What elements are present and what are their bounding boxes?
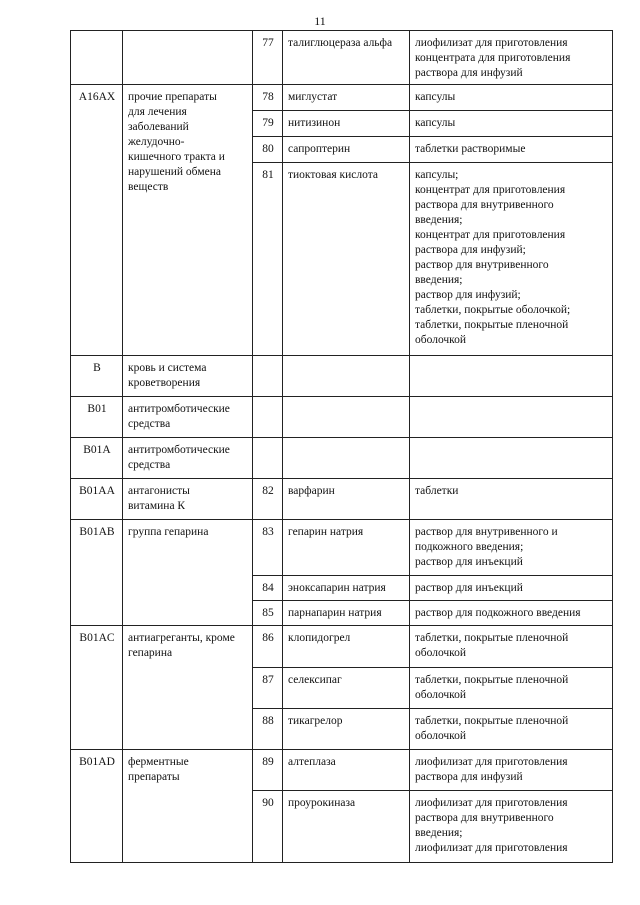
- drug-name-cell: нитизинон: [283, 111, 410, 137]
- table-row: [71, 479, 613, 520]
- drug-name-cell: [283, 438, 410, 479]
- drug-name-cell: эноксапарин натрия: [283, 576, 410, 601]
- atc-group-name-cell: антитромботические средства: [123, 397, 253, 438]
- atc-group-name-cell: ферментные препараты: [123, 750, 253, 863]
- drug-name-cell: клопидогрел: [283, 626, 410, 668]
- row-number-cell: 90: [253, 791, 283, 863]
- row-number-cell: 82: [253, 479, 283, 520]
- atc-code-cell: B01AD: [71, 750, 123, 863]
- row-number-cell: 84: [253, 576, 283, 601]
- row-number-cell: 85: [253, 601, 283, 626]
- dosage-form-cell: таблетки: [410, 479, 613, 520]
- table-row: [71, 750, 613, 791]
- dosage-form-cell: капсулы: [410, 111, 613, 137]
- dosage-form-cell: капсулы: [410, 85, 613, 111]
- page-number: 11: [314, 14, 326, 28]
- row-number-cell: [253, 397, 283, 438]
- drug-name-cell: [283, 356, 410, 397]
- dosage-form-cell: раствор для внутривенного и подкожного введения; раствор для инъекций: [410, 520, 613, 576]
- dosage-form-cell: лиофилизат для приготовления раствора для инфузий: [410, 750, 613, 791]
- drug-name-cell: варфарин: [283, 479, 410, 520]
- drug-name-cell: миглустат: [283, 85, 410, 111]
- atc-code-cell: B01AB: [71, 520, 123, 626]
- dosage-form-cell: капсулы; концентрат для приготовления раствора для внутривенного введения; концентрат для приготовления раствора для инфузий; раствор для внутривенного введения; раствор для инфузий; таблетки, покрытые оболочкой; таблетки, покрытые пленочной оболочкой: [410, 163, 613, 356]
- atc-code-cell: B01: [71, 397, 123, 438]
- dosage-form-cell: таблетки, покрытые пленочной оболочкой: [410, 709, 613, 750]
- row-number-cell: 87: [253, 668, 283, 709]
- row-number-cell: 83: [253, 520, 283, 576]
- atc-code-cell: B01AA: [71, 479, 123, 520]
- table-row: [71, 397, 613, 438]
- dosage-form-cell: таблетки растворимые: [410, 137, 613, 163]
- table-row: [71, 520, 613, 576]
- row-number-cell: 77: [253, 31, 283, 85]
- dosage-form-cell: лиофилизат для приготовления концентрата для приготовления раствора для инфузий: [410, 31, 613, 85]
- table-row: [71, 31, 613, 85]
- dosage-form-cell: [410, 397, 613, 438]
- atc-code-cell: B01A: [71, 438, 123, 479]
- dosage-form-cell: раствор для инъекций: [410, 576, 613, 601]
- row-number-cell: 88: [253, 709, 283, 750]
- dosage-form-cell: лиофилизат для приготовления раствора для внутривенного введения; лиофилизат для приготовления: [410, 791, 613, 863]
- row-number-cell: [253, 356, 283, 397]
- table-row: [71, 626, 613, 668]
- dosage-form-cell: [410, 356, 613, 397]
- drug-name-cell: алтеплаза: [283, 750, 410, 791]
- drug-name-cell: сапроптерин: [283, 137, 410, 163]
- atc-group-name-cell: кровь и система кроветворения: [123, 356, 253, 397]
- atc-group-name-cell: [123, 31, 253, 85]
- row-number-cell: 81: [253, 163, 283, 356]
- dosage-form-cell: таблетки, покрытые пленочной оболочкой: [410, 668, 613, 709]
- drug-name-cell: селексипаг: [283, 668, 410, 709]
- dosage-form-cell: [410, 438, 613, 479]
- dosage-form-cell: раствор для подкожного введения: [410, 601, 613, 626]
- drug-name-cell: тикагрелор: [283, 709, 410, 750]
- row-number-cell: 78: [253, 85, 283, 111]
- dosage-form-cell: таблетки, покрытые пленочной оболочкой: [410, 626, 613, 668]
- drug-name-cell: [283, 397, 410, 438]
- drug-name-cell: гепарин натрия: [283, 520, 410, 576]
- row-number-cell: 89: [253, 750, 283, 791]
- atc-code-cell: A16AX: [71, 85, 123, 356]
- row-number-cell: [253, 438, 283, 479]
- row-number-cell: 80: [253, 137, 283, 163]
- drug-table: [70, 30, 613, 863]
- table-row: [71, 356, 613, 397]
- atc-group-name-cell: группа гепарина: [123, 520, 253, 626]
- atc-code-cell: [71, 31, 123, 85]
- atc-group-name-cell: антагонисты витамина К: [123, 479, 253, 520]
- row-number-cell: 86: [253, 626, 283, 668]
- atc-group-name-cell: антитромботические средства: [123, 438, 253, 479]
- drug-name-cell: проурокиназа: [283, 791, 410, 863]
- drug-name-cell: парнапарин натрия: [283, 601, 410, 626]
- atc-group-name-cell: антиагреганты, кроме гепарина: [123, 626, 253, 750]
- table-row: [71, 85, 613, 111]
- atc-group-name-cell: прочие препараты для лечения заболеваний желудочно- кишечного тракта и нарушений обмена веществ: [123, 85, 253, 356]
- row-number-cell: 79: [253, 111, 283, 137]
- table-row: [71, 438, 613, 479]
- atc-code-cell: B: [71, 356, 123, 397]
- drug-name-cell: тиоктовая кислота: [283, 163, 410, 356]
- drug-name-cell: талиглюцераза альфа: [283, 31, 410, 85]
- table-body: [71, 31, 613, 863]
- atc-code-cell: B01AC: [71, 626, 123, 750]
